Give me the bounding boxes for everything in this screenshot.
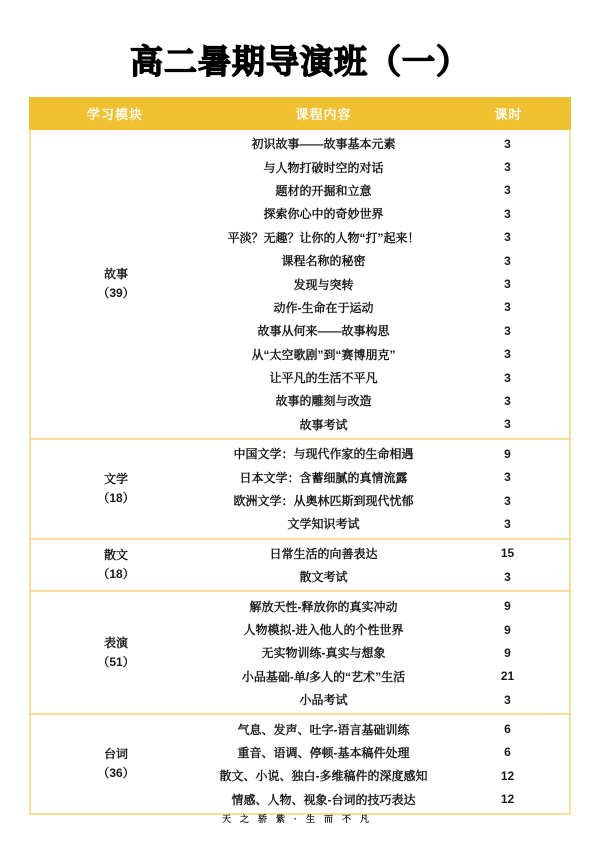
course-hours: 3 [504, 136, 511, 151]
course-title: 探索你心中的奇妙世界 [263, 207, 384, 222]
page-title: 高二暑期导演班（一） [130, 43, 470, 80]
course-hours: 9 [504, 446, 511, 461]
course-title: 散文、小说、独白-多维稿件的深度感知 [219, 769, 428, 784]
module-name: 故事 [103, 266, 128, 281]
course-title: 平淡？无趣？让你的人物“打”起来！ [227, 230, 420, 245]
course-title: 无实物训练-真实与想象 [261, 646, 386, 661]
course-hours: 9 [504, 622, 511, 637]
course-title: 小品基础-单/多人的“艺术”生活 [241, 669, 406, 684]
course-hours: 15 [500, 546, 515, 561]
course-row [201, 717, 569, 740]
course-hours: 3 [504, 370, 511, 385]
column-header-module: 学习模块 [86, 107, 143, 122]
course-title: 文学知识考试 [287, 517, 360, 532]
course-hours: 3 [504, 417, 511, 432]
course-hours: 3 [504, 323, 511, 338]
module-group [31, 590, 569, 713]
course-title: 情感、人物、视象-台词的技巧表达 [231, 792, 416, 807]
course-hours: 3 [504, 160, 511, 175]
course-hours: 6 [504, 722, 511, 737]
course-hours: 3 [504, 393, 511, 408]
module-label [31, 715, 201, 813]
course-hours: 3 [504, 493, 511, 508]
module-name: 文学 [103, 471, 128, 486]
course-hours: 21 [500, 669, 515, 684]
module-group [31, 713, 569, 813]
course-hours: 9 [504, 645, 511, 660]
course-row [201, 688, 569, 711]
course-hours: 3 [504, 230, 511, 245]
course-title: 课程名称的秘密 [281, 254, 366, 269]
course-title: 欧洲文学：从奥林匹斯到现代忧郁 [233, 494, 414, 509]
course-title: 发现与突转 [293, 277, 354, 292]
course-row [201, 249, 569, 272]
course-title: 重音、语调、停顿-基本稿件处理 [237, 745, 410, 760]
course-hours: 3 [504, 692, 511, 707]
course-title: 小品考试 [299, 693, 348, 708]
course-title: 故事从何来——故事构思 [257, 324, 390, 339]
course-rows [201, 715, 569, 813]
course-row [201, 202, 569, 225]
module-total-hours: （51） [97, 654, 135, 669]
course-row [201, 366, 569, 389]
course-title: 题材的开掘和立意 [275, 183, 372, 198]
course-row [201, 512, 569, 535]
module-name: 表演 [103, 635, 128, 650]
module-label [31, 130, 201, 438]
table-body [29, 130, 571, 815]
course-row [201, 542, 569, 565]
course-hours: 12 [500, 792, 515, 807]
course-row [201, 319, 569, 342]
module-total-hours: （39） [97, 286, 135, 301]
course-row [201, 565, 569, 588]
module-total-hours: （18） [97, 567, 135, 582]
course-hours: 6 [504, 745, 511, 760]
course-hours: 12 [500, 768, 515, 783]
module-total-hours: （18） [97, 490, 135, 505]
course-hours: 3 [504, 300, 511, 315]
course-title: 日本文学：含蓄细腻的真情流露 [239, 470, 408, 485]
course-hours: 3 [504, 470, 511, 485]
course-row [201, 155, 569, 178]
module-name: 台词 [103, 746, 128, 761]
course-row [201, 618, 569, 641]
course-row [201, 465, 569, 488]
module-group [31, 438, 569, 538]
course-row [201, 764, 569, 787]
course-row [201, 132, 569, 155]
course-row [201, 788, 569, 811]
course-row [201, 741, 569, 764]
course-rows [201, 592, 569, 713]
course-row [201, 179, 569, 202]
course-hours: 3 [504, 516, 511, 531]
course-title: 中国文学：与现代作家的生命相遇 [233, 447, 414, 462]
footer-slogan: 天之骄紫·生而不凡 [222, 814, 378, 824]
module-total-hours: （36） [97, 766, 135, 781]
course-title: 日常生活的向善表达 [269, 546, 378, 561]
course-hours: 3 [504, 569, 511, 584]
column-header-hours: 课时 [494, 107, 523, 122]
course-rows [201, 440, 569, 538]
course-row [201, 641, 569, 664]
course-hours: 3 [504, 183, 511, 198]
course-table [29, 97, 571, 815]
course-hours: 3 [504, 253, 511, 268]
course-hours: 9 [504, 599, 511, 614]
course-row [201, 489, 569, 512]
column-header-content: 课程内容 [295, 107, 352, 122]
course-title: 故事考试 [299, 417, 348, 432]
course-title: 人物模拟-进入他人的个性世界 [243, 623, 404, 637]
course-row [201, 594, 569, 617]
module-label [31, 592, 201, 713]
course-row [201, 442, 569, 465]
table-header-row [29, 97, 571, 130]
course-rows [201, 540, 569, 591]
course-row [201, 296, 569, 319]
course-title: 初识故事——故事基本元素 [251, 137, 396, 152]
course-rows [201, 130, 569, 438]
course-row [201, 665, 569, 688]
module-group [31, 130, 569, 438]
course-title: 解放天性-释放你的真实冲动 [249, 599, 398, 614]
course-row [201, 343, 569, 366]
module-group [31, 538, 569, 591]
course-title: 气息、发声、吐字-语言基础训练 [237, 722, 410, 737]
course-title: 散文考试 [299, 570, 348, 585]
course-title: 动作-生命在于运动 [273, 300, 374, 315]
course-row [201, 272, 569, 295]
course-row [201, 389, 569, 412]
course-hours: 3 [504, 206, 511, 221]
course-hours: 3 [504, 277, 511, 292]
course-row [201, 413, 569, 436]
course-title: 与人物打破时空的对话 [263, 160, 384, 175]
module-name: 散文 [103, 547, 128, 562]
course-hours: 3 [504, 347, 511, 362]
module-label [31, 540, 201, 591]
course-title: 从“太空歌剧”到“赛博朋克” [251, 347, 396, 362]
course-row [201, 226, 569, 249]
course-title: 故事的雕刻与改造 [275, 394, 372, 409]
course-title: 让平凡的生活不平凡 [269, 371, 378, 386]
module-label [31, 440, 201, 538]
